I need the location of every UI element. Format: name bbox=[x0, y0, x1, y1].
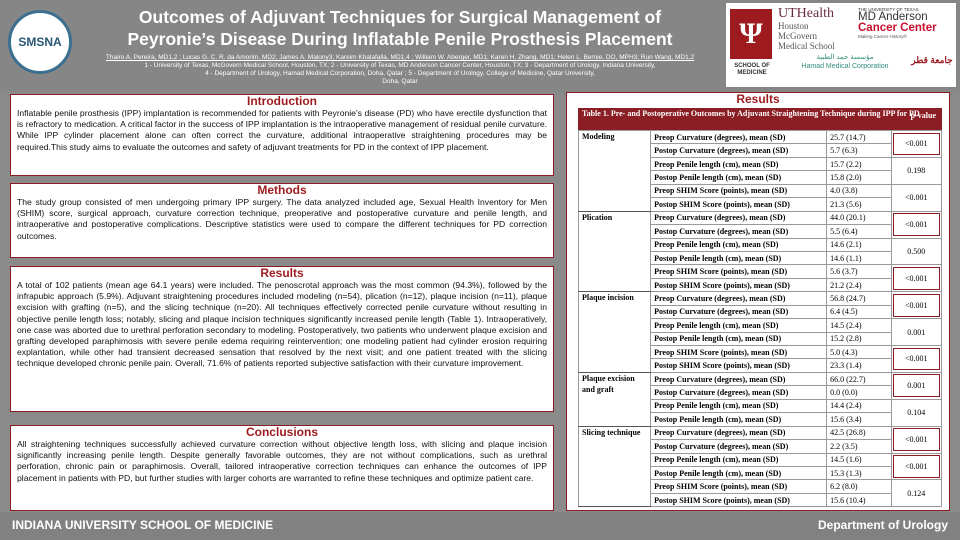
results-table bbox=[578, 130, 942, 507]
results-heading-right: Results bbox=[736, 92, 780, 106]
conclusions-panel bbox=[10, 425, 554, 511]
measure-label: Preop Penile length (cm), mean (SD) bbox=[651, 399, 827, 412]
title-line-2: Peyronie’s Disease During Inflatable Penile Prosthesis Placement bbox=[127, 29, 673, 49]
uthealth-school: McGovern bbox=[778, 31, 817, 41]
uthealth-name: UTHealth bbox=[778, 6, 834, 21]
measure-value: 44.0 (20.1) bbox=[827, 211, 891, 224]
mda-cancer-center: Cancer Center bbox=[858, 22, 937, 34]
measure-value: 6.2 (8.0) bbox=[827, 480, 891, 493]
measure-value: 6.4 (4.5) bbox=[827, 305, 891, 318]
introduction-text: Inflatable penile prosthesis (IPP) implantation is recommended for patients with Peyronie's disease (PD) who have erectile dysfunction that is refractory to medication. A critical factor in the success of IPP implantation is the intraoperative management of residual penile curvature. While IPP cylinder placement alone can often correct the curvature, additional intraoperative straightening procedures may be required.This study aims to evaluate the outcomes and safety of adjuvant treatments for PD in the context of IPP placement. bbox=[17, 108, 547, 152]
p-value: 0.001 bbox=[891, 372, 941, 399]
measure-label: Postop Penile length (cm), mean (SD) bbox=[651, 413, 827, 426]
measure-value: 15.7 (2.2) bbox=[827, 157, 891, 170]
p-value: <0.001 bbox=[891, 265, 941, 292]
measure-label: Preop Curvature (degrees), mean (SD) bbox=[651, 372, 827, 385]
introduction-heading: Introduction bbox=[247, 94, 317, 108]
p-value: <0.001 bbox=[891, 426, 941, 453]
p-value: 0.124 bbox=[891, 480, 941, 507]
measure-label: Postop SHIM Score (points), mean (SD) bbox=[651, 198, 827, 211]
measure-label: Postop Penile length (cm), mean (SD) bbox=[651, 466, 827, 479]
introduction-panel bbox=[10, 94, 554, 176]
measure-label: Preop Curvature (degrees), mean (SD) bbox=[651, 292, 827, 305]
smsna-logo bbox=[8, 10, 72, 74]
technique-label: Modeling bbox=[579, 131, 651, 212]
table-row bbox=[579, 211, 942, 224]
footer-department: Department of Urology bbox=[817, 518, 948, 532]
footer-bar bbox=[0, 512, 960, 540]
p-value: <0.001 bbox=[891, 346, 941, 373]
results-heading-left: Results bbox=[260, 266, 304, 280]
measure-value: 0.0 (0.0) bbox=[827, 386, 891, 399]
methods-heading: Methods bbox=[257, 183, 307, 197]
measure-label: Preop Penile length (cm), mean (SD) bbox=[651, 319, 827, 332]
p-value: <0.001 bbox=[891, 131, 941, 158]
measure-value: 14.5 (2.4) bbox=[827, 319, 891, 332]
iu-trident-icon: Ψ bbox=[730, 9, 772, 59]
partner-logos bbox=[726, 3, 956, 87]
measure-value: 4.0 (3.8) bbox=[827, 184, 891, 197]
measure-value: 5.6 (3.7) bbox=[827, 265, 891, 278]
mda-small: THE UNIVERSITY OF TEXAS bbox=[858, 7, 919, 12]
p-value: <0.001 bbox=[891, 211, 941, 238]
technique-label: Plaque incision bbox=[579, 292, 651, 373]
smsna-logo-text: SMSNA bbox=[18, 35, 62, 49]
conclusions-text: All straightening techniques successfully achieved curvature correction without objective length loss, with slicing and plaque incision significantly increasing penile length. Despite generally favorable outcomes, they are not without complications, such as urethral perforation, chronic pain or paraphimosis. Overall, tailored intraoperative correction techniques can enhance the outcomes of IPP placement in patients with PD, but further studies with larger cohorts are warranted to refine these techniques and optimize patient care. bbox=[17, 439, 547, 483]
measure-value: 14.6 (1.1) bbox=[827, 251, 891, 264]
measure-value: 14.4 (2.4) bbox=[827, 399, 891, 412]
md-anderson-logo bbox=[858, 7, 954, 39]
table-row bbox=[579, 426, 942, 439]
iu-logo-text: SCHOOL OF MEDICINE bbox=[734, 63, 770, 76]
measure-label: Preop SHIM Score (points), mean (SD) bbox=[651, 265, 827, 278]
measure-label: Preop Curvature (degrees), mean (SD) bbox=[651, 131, 827, 144]
measure-value: 25.7 (14.7) bbox=[827, 131, 891, 144]
conclusions-heading: Conclusions bbox=[245, 425, 318, 439]
measure-value: 5.7 (6.3) bbox=[827, 144, 891, 157]
measure-value: 15.3 (1.3) bbox=[827, 466, 891, 479]
authors-names: Thairo A. Pereira, MD1,2 ; Lucas G. C. R. da Amorim, MD2; James A. Malony3; Kareim Khalafalla, MD1,4 ; William W. Aberger, MD1; Karen H. Zhang, MD1; Helen L. Bernie, DO, MPH3; Run Wang, MD1,2 bbox=[105, 54, 695, 61]
measure-value: 5.5 (6.4) bbox=[827, 225, 891, 238]
p-value: <0.001 bbox=[891, 292, 941, 319]
authors-affiliations-1: 1 - University of Texas, McGovern Medical School, Houston, TX; 2 - University of Texas, MD Anderson Cancer Center, Houston, TX; 3 - Department of Urology, Indiana University, bbox=[144, 62, 656, 69]
mda-name: MD Anderson bbox=[858, 11, 928, 23]
measure-value: 23.3 (1.4) bbox=[827, 359, 891, 372]
measure-value: 2.2 (3.5) bbox=[827, 440, 891, 453]
measure-label: Postop SHIM Score (points), mean (SD) bbox=[651, 359, 827, 372]
uthealth-city: Houston bbox=[778, 21, 809, 31]
p-value: <0.001 bbox=[891, 184, 941, 211]
methods-panel bbox=[10, 183, 554, 258]
measure-label: Postop Penile length (cm), mean (SD) bbox=[651, 332, 827, 345]
footer-institution: INDIANA UNIVERSITY SCHOOL OF MEDICINE bbox=[12, 518, 274, 532]
technique-label: Plication bbox=[579, 211, 651, 292]
results-text: A total of 102 patients (mean age 64.1 years) were included. The penoscrotal approach was the most common (94.3%), followed by the infrapubic approach (5.9%). Adjuvant straightening procedures included modeling (n=54), plication (n=12), plaque incision (n=11), plaque excision with grafting (n=5), and the slicing technique (n=20). All techniques effectively corrected penile curvature without resulting in objective penile length loss; notably, slicing and plaque incision techniques significantly increased penile length (Table 1). Intraoperatively, one case was aborted due to urethral perforation secondary to modeling. Postoperatively, two patients who underwent plaque excision and grafting developed paraphimosis with severe penile edema requiring reintervention; one modeling patient had cylinder erosion requiring explantation, while other had transient decreased sensation that resolved by the next visit; and one patient treated with the slicing technique developed chronic penile pain. Overall, 71.6% of patients reported subjective satisfaction with their curvature improvement. bbox=[17, 280, 547, 369]
measure-value: 14.6 (2.1) bbox=[827, 238, 891, 251]
measure-value: 21.3 (5.6) bbox=[827, 198, 891, 211]
qatar-university-logo: جامعة قطر bbox=[911, 55, 953, 65]
author-list bbox=[80, 54, 720, 86]
measure-label: Preop SHIM Score (points), mean (SD) bbox=[651, 184, 827, 197]
hamad-english: Hamad Medical Corporation bbox=[801, 63, 889, 70]
measure-label: Postop SHIM Score (points), mean (SD) bbox=[651, 493, 827, 506]
table-title bbox=[578, 108, 942, 130]
technique-label: Slicing technique bbox=[579, 426, 651, 507]
measure-label: Postop Penile length (cm), mean (SD) bbox=[651, 251, 827, 264]
mda-tagline: Making Cancer History® bbox=[858, 34, 907, 39]
measure-label: Preop Penile length (cm), mean (SD) bbox=[651, 157, 827, 170]
measure-label: Postop Curvature (degrees), mean (SD) bbox=[651, 386, 827, 399]
measure-value: 66.0 (22.7) bbox=[827, 372, 891, 385]
measure-value: 56.8 (24.7) bbox=[827, 292, 891, 305]
table-caption: Table 1. Pre- and Postoperative Outcomes by Adjuvant Straightening Technique during IPP for PD bbox=[582, 109, 920, 118]
measure-label: Preop Penile length (cm), mean (SD) bbox=[651, 238, 827, 251]
p-value: 0.104 bbox=[891, 399, 941, 426]
measure-value: 14.5 (1.6) bbox=[827, 453, 891, 466]
pvalue-header: p-value bbox=[910, 111, 936, 120]
measure-value: 5.0 (4.3) bbox=[827, 346, 891, 359]
table-row bbox=[579, 372, 942, 385]
measure-value: 15.6 (3.4) bbox=[827, 413, 891, 426]
authors-affiliations-2: 4 - Department of Urology, Hamad Medical Corporation, Doha, Qatar ; 5 - Department of Urology, College of Medicine, Qatar University, bbox=[205, 70, 595, 77]
measure-label: Postop Curvature (degrees), mean (SD) bbox=[651, 144, 827, 157]
hamad-arabic: مؤسسة حمد الطبية bbox=[816, 54, 874, 61]
measure-label: Postop Curvature (degrees), mean (SD) bbox=[651, 305, 827, 318]
authors-affiliations-3: Doha, Qatar bbox=[382, 78, 418, 85]
measure-label: Postop Curvature (degrees), mean (SD) bbox=[651, 440, 827, 453]
measure-label: Preop Penile length (cm), mean (SD) bbox=[651, 453, 827, 466]
table-row bbox=[579, 292, 942, 305]
technique-label: Plaque excision and graft bbox=[579, 372, 651, 426]
measure-value: 21.2 (2.4) bbox=[827, 278, 891, 291]
table-row bbox=[579, 131, 942, 144]
measure-label: Preop SHIM Score (points), mean (SD) bbox=[651, 480, 827, 493]
measure-value: 15.8 (2.0) bbox=[827, 171, 891, 184]
uthealth-logo bbox=[778, 7, 858, 51]
results-panel-left bbox=[10, 266, 554, 412]
measure-value: 15.6 (10.4) bbox=[827, 493, 891, 506]
measure-label: Postop SHIM Score (points), mean (SD) bbox=[651, 278, 827, 291]
methods-text: The study group consisted of men undergoing primary IPP surgery. The data analyzed included age, Sexual Health Inventory for Men (SHIM) score, surgical approach, curvature correction technique, preoperative and postoperative curvature and penile length, and intraoperative and postoperative complications. Descriptive statistics were used to compare the different techniques for PD correction outcomes. bbox=[17, 197, 547, 241]
p-value: 0.198 bbox=[891, 157, 941, 184]
measure-label: Preop SHIM Score (points), mean (SD) bbox=[651, 346, 827, 359]
p-value: <0.001 bbox=[891, 453, 941, 480]
measure-value: 15.2 (2.8) bbox=[827, 332, 891, 345]
uthealth-school-2: Medical School bbox=[778, 41, 835, 51]
measure-label: Postop Penile length (cm), mean (SD) bbox=[651, 171, 827, 184]
p-value: 0.001 bbox=[891, 319, 941, 346]
poster-header bbox=[0, 0, 960, 92]
measure-label: Postop Curvature (degrees), mean (SD) bbox=[651, 225, 827, 238]
measure-label: Preop Curvature (degrees), mean (SD) bbox=[651, 426, 827, 439]
poster-title bbox=[80, 6, 720, 50]
measure-value: 42.5 (26.8) bbox=[827, 426, 891, 439]
title-line-1: Outcomes of Adjuvant Techniques for Surgical Management of bbox=[138, 7, 662, 27]
measure-label: Preop Curvature (degrees), mean (SD) bbox=[651, 211, 827, 224]
p-value: 0.500 bbox=[891, 238, 941, 265]
hamad-logo bbox=[782, 53, 908, 71]
